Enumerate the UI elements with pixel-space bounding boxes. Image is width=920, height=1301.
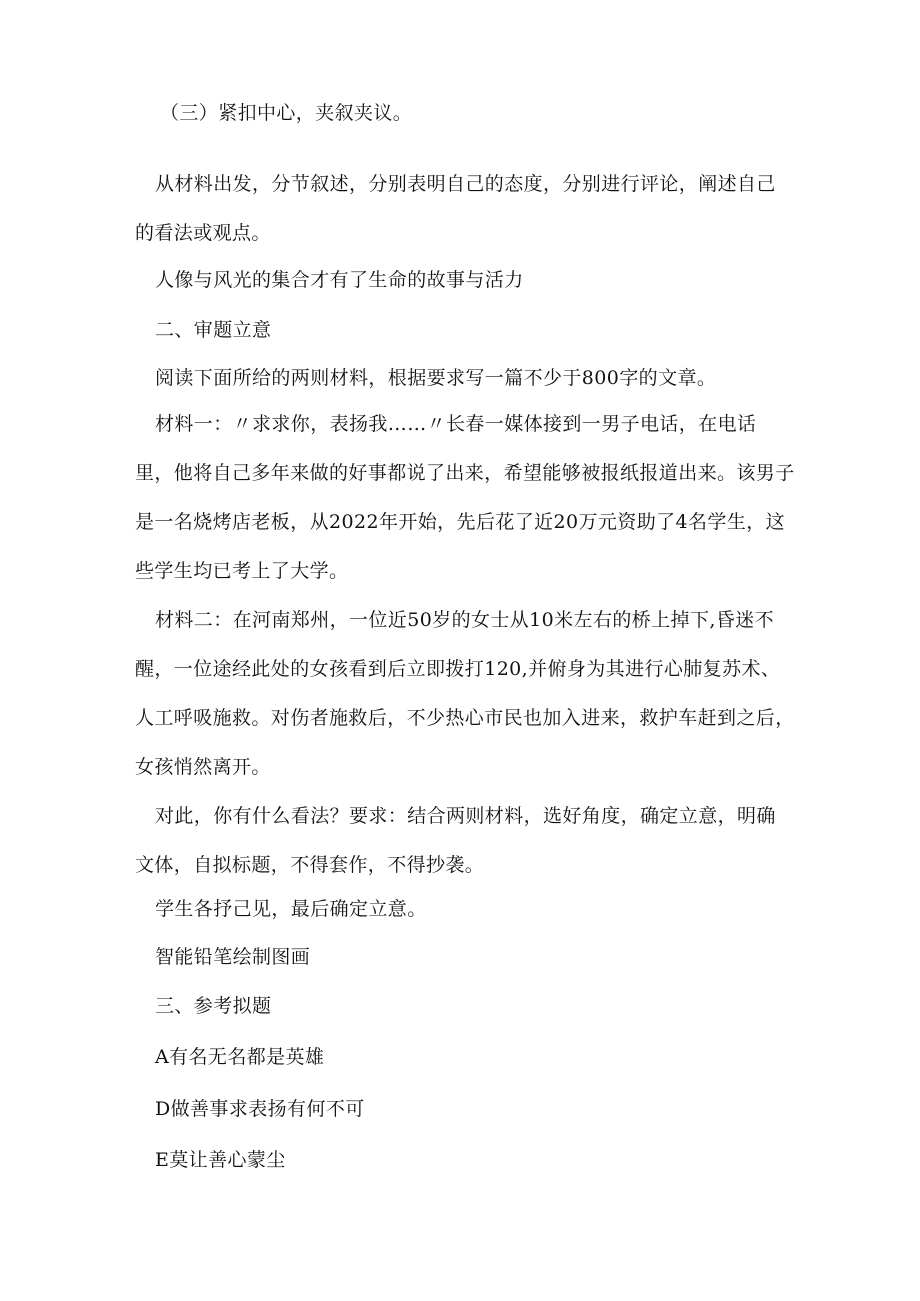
section-heading-reference-titles: 三、参考拟题 [155,995,272,1017]
paragraph-requirement: 对此，你有什么看法？要求：结合两则材料，选好角度，确定立意，明确文体，自拟标题，不得套作，不得抄袭。 [135,805,776,876]
reference-title-a: A有名无名都是英雄 [155,1046,325,1068]
line-students-opinions: 学生各抒己见，最后确定立意。 [155,898,427,920]
paragraph-material-one: 材料一：〃求求你，表扬我……〃长春一媒体接到一男子电话，在电话里，他将自己多年来做的好事都说了出来，希望能够被报纸报道出来。该男子是一名烧烤店老板，从2022年开始，先后花了近20万元资助了4名学生，这些学生均已考上了大学。 [135,413,795,582]
reference-title-d: D做善事求表扬有何不可 [155,1098,365,1120]
section-heading-center-focus: （三）紧扣中心，夹叙夹议。 [160,102,413,124]
line-smart-pencil: 智能铅笔绘制图画 [155,946,311,968]
paragraph-material-two: 材料二：在河南郑州，一位近50岁的女士从10米左右的桥上掉下,昏迷不醒，一位途经此处的女孩看到后立即拨打120,并俯身为其进行心肺复苏术、人工呼吸施救。对伤者施救后，不少热心市民也加入进来，救护车赶到之后，女孩悄然离开。 [135,609,795,778]
paragraph-instruction: 阅读下面所给的两则材料，根据要求写一篇不少于800字的文章。 [155,367,717,389]
section-heading-topic-analysis: 二、审题立意 [155,319,272,341]
line-portrait-landscape: 人像与风光的集合才有了生命的故事与活力 [155,269,524,291]
reference-title-e: E莫让善心蒙尘 [155,1149,286,1171]
paragraph-method: 从材料出发，分节叙述，分别表明自己的态度，分别进行评论，阐述自己的看法或观点。 [135,173,776,244]
